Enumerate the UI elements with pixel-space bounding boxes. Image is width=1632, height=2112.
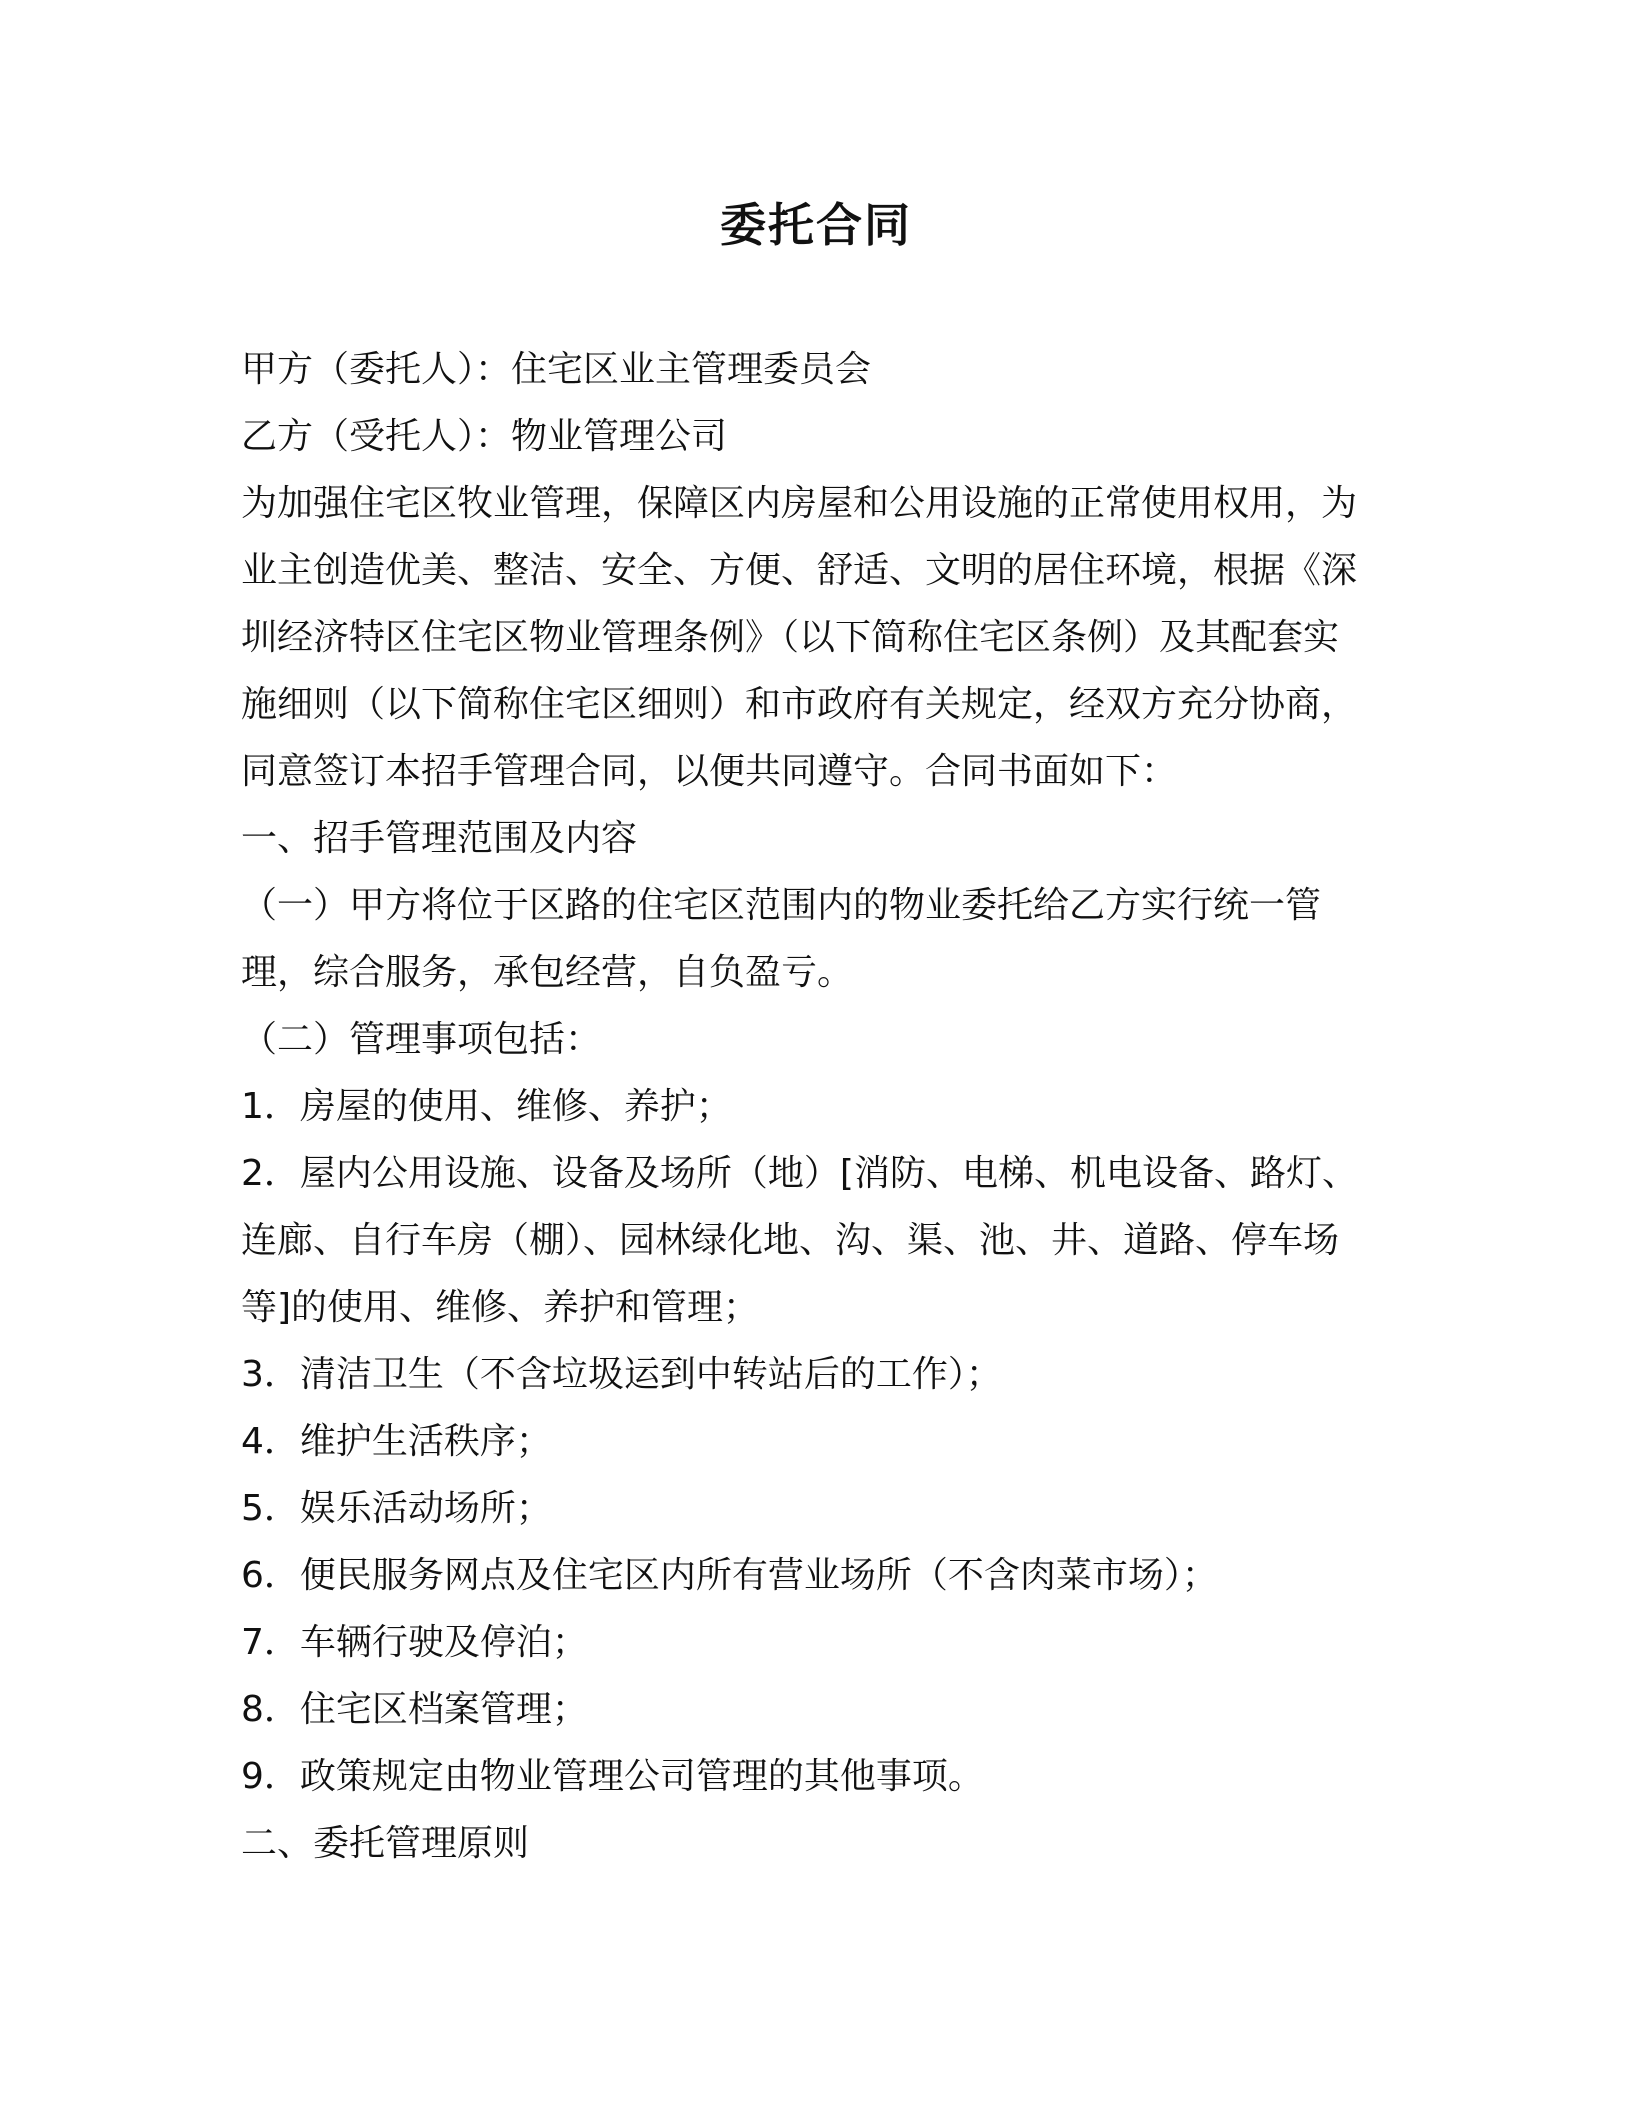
list-item: 3．清洁卫生（不含垃圾运到中转站后的工作）； [241,1354,1002,1395]
subsection-heading: （二）管理事项包括： [241,1019,602,1060]
list-item: 5．娱乐活动场所； [241,1488,552,1529]
list-item: 9．政策规定由物业管理公司管理的其他事项。 [241,1756,984,1797]
text-line: 为加强住宅区牧业管理，保障区内房屋和公用设施的正常使用权用，为 [241,483,1358,524]
list-item: 1．房屋的使用、维修、养护； [241,1086,732,1127]
text-line: （一）甲方将位于区路的住宅区范围内的物业委托给乙方实行统一管 [241,885,1322,926]
text-line: 等]的使用、维修、养护和管理； [241,1287,760,1328]
list-item: 2．屋内公用设施、设备及场所（地）[消防、电梯、机电设备、路灯、 [241,1153,1358,1194]
text-line: 同意签订本招手管理合同，以便共同遵守。合同书面如下： [241,751,1178,792]
page-title: 委托合同 [720,198,912,252]
section-heading: 二、委托管理原则 [241,1823,530,1864]
list-item: 7．车辆行驶及停泊； [241,1622,588,1663]
text-line: 施细则（以下简称住宅区细则）和市政府有关规定，经双方充分协商， [241,684,1358,725]
section-heading: 一、招手管理范围及内容 [241,818,638,859]
list-item: 8．住宅区档案管理； [241,1689,588,1730]
text-line: 圳经济特区住宅区物业管理条例》（以下简称住宅区条例）及其配套实 [241,617,1340,658]
text-line: 业主创造优美、整洁、安全、方便、舒适、文明的居住环境，根据《深 [241,550,1358,591]
text-line: 连廊、自行车房（棚）、园林绿化地、沟、渠、池、井、道路、停车场 [241,1220,1340,1261]
text-line: 甲方（委托人）：住宅区业主管理委员会 [241,349,872,390]
text-line: 理，综合服务，承包经营，自负盈亏。 [241,952,854,993]
list-item: 6．便民服务网点及住宅区内所有营业场所（不含肉菜市场）； [241,1555,1218,1596]
text-line: 乙方（受托人）：物业管理公司 [241,416,728,457]
list-item: 4．维护生活秩序； [241,1421,552,1462]
document-body [241,336,1401,1877]
